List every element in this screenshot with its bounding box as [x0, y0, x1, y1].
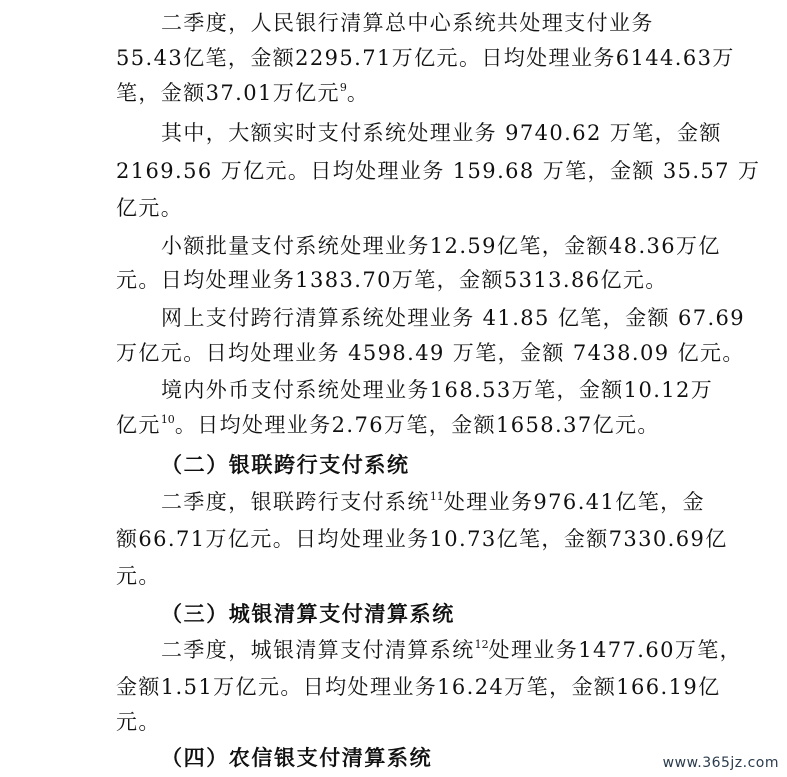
- paragraph-city-bank-line-3: 元。: [116, 710, 161, 734]
- paragraph-fcps-line-2: 亿元$^{10}$。日均处理业务2.76万笔，金额1658.37亿元。: [116, 413, 660, 437]
- paragraph-beps-line-1: 小额批量支付系统处理业务12.59亿笔，金额48.36万亿: [161, 234, 721, 258]
- section-heading-city-bank: （三）城银清算支付清算系统: [161, 601, 455, 626]
- paragraph-ibps-line-2: 万亿元。日均处理业务 4598.49 万笔，金额 7438.09 亿元。: [116, 341, 745, 365]
- paragraph-city-bank-line-1: 二季度，城银清算支付清算系统$^{12}$处理业务1477.60万笔，: [161, 638, 743, 662]
- paragraph-hvps-line-3: 亿元。: [116, 196, 184, 220]
- footnote-ref-10: 10: [160, 413, 175, 426]
- paragraph-summary-line-2: 55.43亿笔，金额2295.71万亿元。日均处理业务6144.63万: [116, 46, 735, 70]
- footnote-ref-12: 12: [474, 638, 489, 651]
- section-heading-rural-credit: （四）农信银支付清算系统: [161, 745, 433, 770]
- paragraph-beps-line-2: 元。日均处理业务1383.70万笔，金额5313.86亿元。: [116, 268, 668, 292]
- watermark: www.365jz.com: [662, 755, 779, 771]
- paragraph-fcps-line-1: 境内外币支付系统处理业务168.53万笔，金额10.12万: [161, 378, 714, 402]
- paragraph-hvps-line-1: 其中，大额实时支付系统处理业务 9740.62 万笔，金额: [161, 121, 722, 145]
- paragraph-unionpay-line-1: 二季度，银联跨行支付系统$^{11}$处理业务976.41亿笔，金: [161, 490, 705, 514]
- paragraph-hvps-line-2: 2169.56 万亿元。日均处理业务 159.68 万笔，金额 35.57 万: [116, 159, 761, 183]
- footnote-ref-9: 9: [339, 81, 347, 94]
- footnote-ref-11: 11: [429, 490, 444, 503]
- paragraph-summary-line-3: 笔，金额37.01万亿元$^9$。: [116, 81, 370, 105]
- paragraph-ibps-line-1: 网上支付跨行清算系统处理业务 41.85 亿笔，金额 67.69: [161, 306, 746, 330]
- paragraph-summary-line-1: 二季度，人民银行清算总中心系统共处理支付业务: [161, 11, 654, 35]
- section-heading-unionpay: （二）银联跨行支付系统: [161, 452, 410, 477]
- paragraph-unionpay-line-3: 元。: [116, 564, 161, 588]
- paragraph-unionpay-line-2: 额66.71万亿元。日均处理业务10.73亿笔，金额7330.69亿: [116, 527, 728, 551]
- paragraph-city-bank-line-2: 金额1.51万亿元。日均处理业务16.24万笔，金额166.19亿: [116, 675, 721, 699]
